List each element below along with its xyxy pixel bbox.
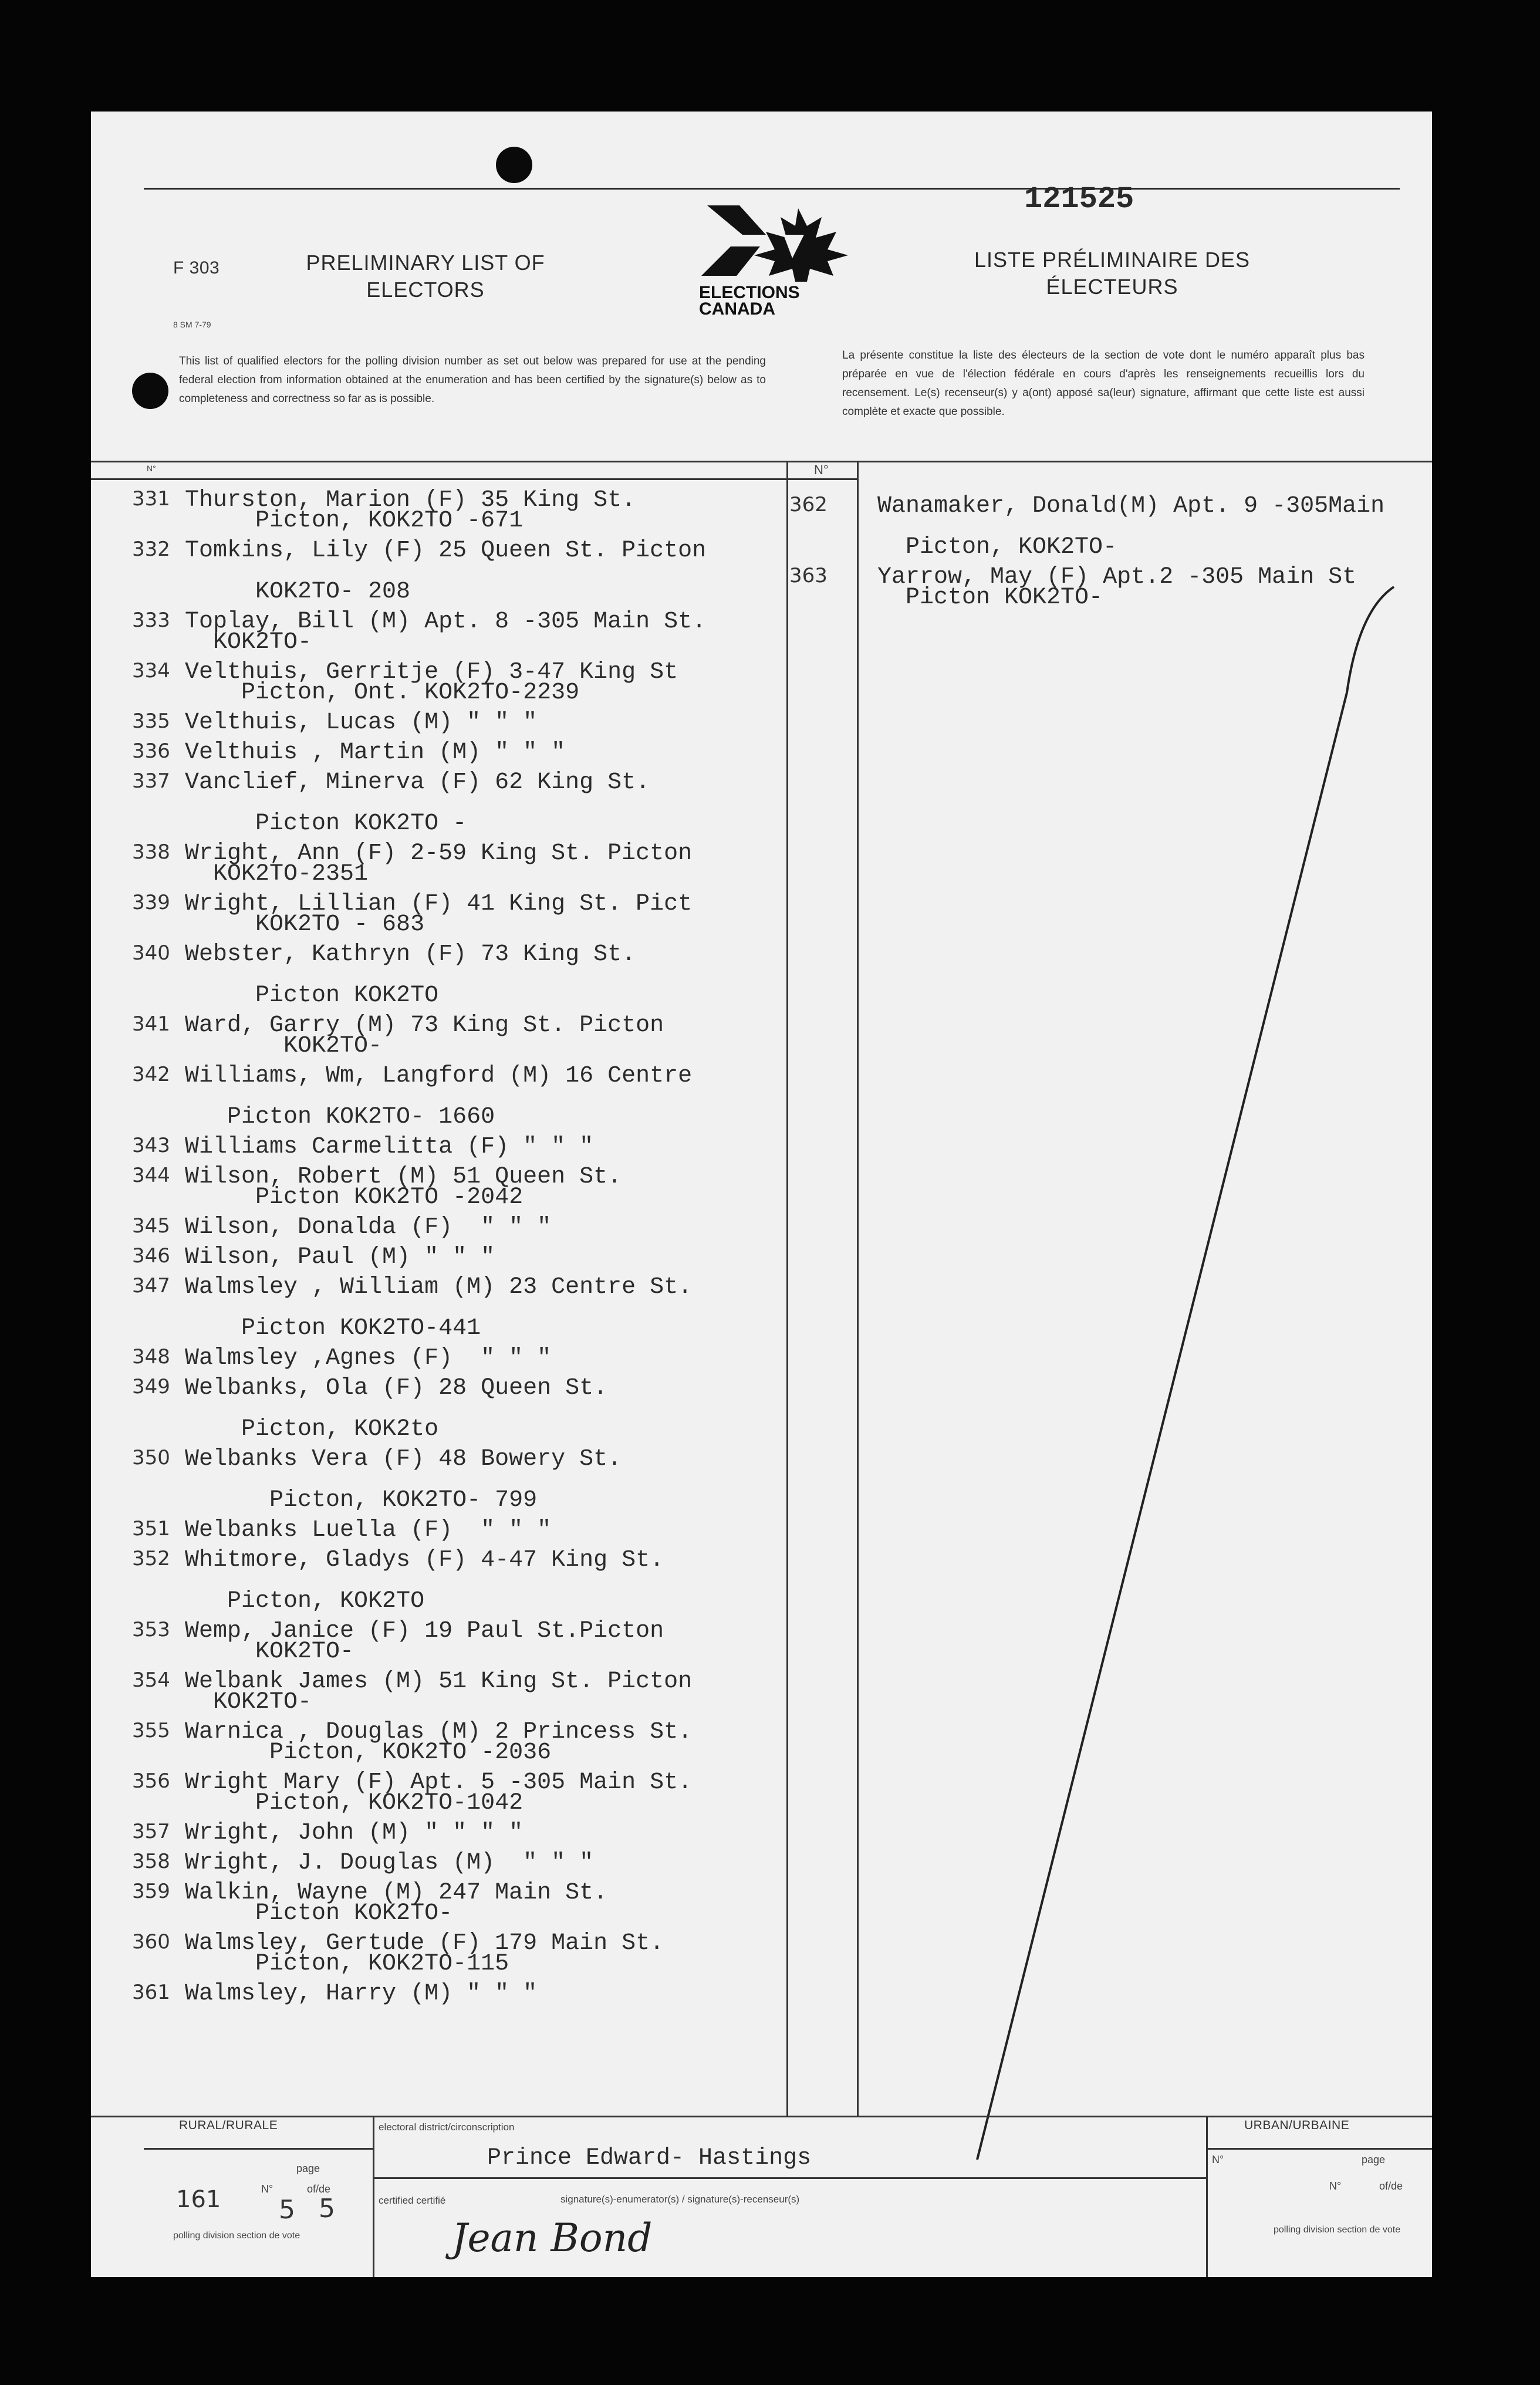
entry-name-line: Wilson, Donalda (F) " " " — [185, 1214, 552, 1241]
entry-address-line: Picton, KOK2to — [185, 1416, 439, 1443]
entry-number: 348 — [132, 1345, 170, 1369]
entry-number: 349 — [132, 1375, 170, 1398]
elections-canada-logo — [695, 200, 860, 317]
entry-number: 352 — [132, 1547, 170, 1570]
urban-page-label: page — [1362, 2154, 1386, 2166]
logo-text-1: ELECTIONS — [699, 283, 800, 302]
entry-name-line: Walmsley, Harry (M) " " " — [185, 1981, 538, 2007]
district-value: Prince Edward- Hastings — [487, 2145, 812, 2171]
footer-district-rule — [373, 2177, 1206, 2179]
entry-number: 343 — [132, 1134, 170, 1157]
entry-number: 331 — [132, 487, 170, 511]
entry-number: 350 — [132, 1446, 170, 1469]
entry-number: 332 — [132, 538, 170, 561]
cancellation-line — [854, 575, 1429, 2160]
entry-number: 342 — [132, 1063, 170, 1086]
entry-address-line: Picton, KOK2TO- — [877, 534, 1117, 560]
entry-number: 337 — [132, 769, 170, 793]
entry-name-line: Velthuis , Martin (M) " " " — [185, 739, 566, 766]
entry-number: 356 — [132, 1769, 170, 1793]
entry-name-line: Welbanks Luella (F) " " " — [185, 1517, 552, 1543]
title-en: PRELIMINARY LIST OF ELECTORS — [306, 251, 545, 302]
page-number: 5 — [279, 2195, 295, 2225]
entry-name-line: Welbanks, Ola (F) 28 Queen St. — [185, 1375, 608, 1401]
entry-name-line: Walmsley, Gertude (F) 179 Main St. — [185, 1930, 664, 1957]
electors-list-form — [91, 112, 1432, 2277]
entry-name-line: Wright Mary (F) Apt. 5 -305 Main St. — [185, 1769, 693, 1796]
punch-hole-top — [496, 147, 532, 183]
punch-hole-left — [132, 373, 168, 409]
page-of: 5 — [319, 2194, 335, 2224]
entry-name-line: Wilson, Robert (M) 51 Queen St. — [185, 1164, 622, 1190]
table-header-rule — [91, 478, 857, 480]
entry-number: 336 — [132, 739, 170, 763]
rural-label: RURAL/RURALE — [179, 2119, 278, 2132]
maple-leaf-x-icon — [695, 200, 860, 282]
entry-address-line: Picton, KOK2TO- 799 — [185, 1487, 538, 1514]
entry-name-line: Walmsley ,Agnes (F) " " " — [185, 1345, 552, 1371]
entry-name-line: Ward, Garry (M) 73 King St. Picton — [185, 1012, 664, 1039]
col-header-no-left: N° — [147, 464, 156, 473]
entry-name-line: Webster, Kathryn (F) 73 King St. — [185, 941, 636, 968]
entry-name-line: Wright, Lillian (F) 41 King St. Pict — [185, 891, 693, 917]
entry-number: 344 — [132, 1164, 170, 1187]
certified-label: certified certifié — [379, 2195, 446, 2206]
urban-of-label: of/de — [1379, 2180, 1403, 2192]
print-code: 8 SM 7-79 — [173, 320, 211, 329]
entry-address-line: KOK2TO- — [185, 1689, 312, 1715]
entry-name-line: Wright, John (M) " " " " — [185, 1820, 524, 1846]
entry-name-line: Welbanks Vera (F) 48 Bowery St. — [185, 1446, 622, 1472]
entry-name-line: Welbank James (M) 51 King St. Picton — [185, 1668, 693, 1695]
entry-address-line: KOK2TO- — [185, 1033, 383, 1059]
entry-name-line: Williams, Wm, Langford (M) 16 Centre — [185, 1063, 693, 1089]
entry-number: 345 — [132, 1214, 170, 1238]
entry-number: 353 — [132, 1618, 170, 1641]
footer-top-rule — [91, 2116, 1432, 2117]
form-code: F 303 — [173, 258, 220, 278]
title-fr: LISTE PRÉLIMINAIRE DES ÉLECTEURS — [974, 248, 1251, 299]
entry-name-line: Walkin, Wayne (M) 247 Main St. — [185, 1880, 608, 1906]
footer-rural-rule — [144, 2148, 373, 2150]
entry-address-line: Picton, Ont. KOK2TO-2239 — [185, 680, 580, 706]
entry-address-line: KOK2TO- — [185, 629, 312, 656]
col-header-no-right: N° — [814, 462, 829, 477]
footer-divider-2 — [1206, 2116, 1208, 2277]
entry-number: 355 — [132, 1719, 170, 1742]
entry-name-line: Wright, J. Douglas (M) " " " — [185, 1850, 594, 1876]
top-rule — [144, 188, 1400, 190]
entry-address-line: Picton, KOK2TO -671 — [185, 508, 524, 534]
entry-name-line: Velthuis, Lucas (M) " " " — [185, 710, 538, 736]
entry-number: 339 — [132, 891, 170, 914]
entry-name-line: Wright, Ann (F) 2-59 King St. Picton — [185, 840, 693, 867]
polling-number: 161 — [176, 2186, 221, 2213]
entry-address-line: Picton KOK2TO -2042 — [185, 1184, 524, 1211]
logo-text-2: CANADA — [699, 299, 775, 319]
urban-no2-label: N° — [1329, 2180, 1342, 2192]
enumerator-signature: Jean Bond — [452, 2215, 653, 2261]
entry-address-line: Picton KOK2TO- — [185, 1900, 453, 1927]
entry-address-line: KOK2TO- 208 — [185, 579, 411, 605]
entry-number: 346 — [132, 1244, 170, 1268]
entry-number: 334 — [132, 659, 170, 683]
district-label: electoral district/circonscription — [379, 2121, 515, 2133]
entry-address-line: Picton KOK2TO- 1660 — [185, 1104, 495, 1130]
entry-name-line: Wilson, Paul (M) " " " — [185, 1244, 495, 1271]
column-divider-1 — [786, 461, 788, 2116]
page-label: page — [296, 2163, 320, 2174]
entry-name-line: Toplay, Bill (M) Apt. 8 -305 Main St. — [185, 609, 707, 635]
entry-address-line: Picton KOK2TO - — [185, 810, 467, 837]
entry-number: 359 — [132, 1880, 170, 1903]
serial-number: 121525 — [1024, 182, 1134, 217]
entry-address-line: KOK2TO- — [185, 1639, 354, 1665]
intro-en: This list of qualified electors for the polling division number as set out below was prepared for use at the pending federal election from information obtained at the enumeration and has been certified by the signature(s) below as to completeness and correctness so far as is possible. — [179, 355, 766, 405]
entry-address-line: Picton KOK2TO — [185, 982, 439, 1009]
signature-label: signature(s)-enumerator(s) / signature(s)-recenseur(s) — [560, 2194, 800, 2205]
entry-address-line: Picton, KOK2TO — [185, 1588, 425, 1614]
entry-name-line: Warnica , Douglas (M) 2 Princess St. — [185, 1719, 693, 1745]
urban-no-label: N° — [1212, 2154, 1224, 2166]
entry-number: 354 — [132, 1668, 170, 1692]
entry-address-line: Picton, KOK2TO-115 — [185, 1951, 509, 1977]
entry-number: 363 — [789, 564, 828, 587]
table-top-rule — [91, 461, 1432, 462]
entry-number: 341 — [132, 1012, 170, 1036]
entry-name-line: Wanamaker, Donald(M) Apt. 9 -305Main — [877, 493, 1385, 519]
entry-address-line: KOK2TO - 683 — [185, 911, 425, 938]
entry-address-line: Picton, KOK2TO -2036 — [185, 1739, 552, 1766]
entry-number: 338 — [132, 840, 170, 864]
footer-urban-rule — [1206, 2148, 1432, 2150]
intro-fr: La présente constitue la liste des électeurs de la section de vote dont le numéro apparaît plus bas préparée en vue de l'élection fédérale en cours d'après les renseignements recueillis lors du recensement. Le(s) recenseur(s) y a(ont) apposé sa(leur) signature, affirmant que cette liste est aussi complète et exacte que possible. — [842, 349, 1365, 418]
entry-number: 351 — [132, 1517, 170, 1541]
entry-name-line: Yarrow, May (F) Apt.2 -305 Main St — [877, 564, 1357, 590]
entry-name-line: Williams Carmelitta (F) " " " — [185, 1134, 594, 1160]
no-label: N° — [261, 2183, 273, 2195]
footer-divider-1 — [373, 2116, 374, 2277]
entry-address-line: Picton, KOK2TO-1042 — [185, 1790, 524, 1816]
entry-number: 347 — [132, 1274, 170, 1298]
entry-number: 333 — [132, 609, 170, 632]
urban-polling-label: polling division section de vote — [1274, 2225, 1401, 2235]
entry-address-line: Picton KOK2TO-441 — [185, 1315, 481, 1342]
entry-number: 340 — [132, 941, 170, 965]
entry-name-line: Whitmore, Gladys (F) 4-47 King St. — [185, 1547, 664, 1573]
entry-address-line: KOK2TO-2351 — [185, 861, 369, 887]
entry-number: 335 — [132, 710, 170, 733]
entry-name-line: Wemp, Janice (F) 19 Paul St.Picton — [185, 1618, 664, 1644]
polling-division-label: polling division section de vote — [173, 2231, 300, 2241]
entry-number: 361 — [132, 1981, 170, 2004]
entry-number: 358 — [132, 1850, 170, 1873]
entry-name-line: Tomkins, Lily (F) 25 Queen St. Picton — [185, 538, 707, 564]
entry-number: 360 — [132, 1930, 170, 1954]
of-label: of/de — [307, 2183, 331, 2195]
entry-name-line: Velthuis, Gerritje (F) 3-47 King St — [185, 659, 678, 685]
entry-number: 362 — [789, 493, 828, 516]
urban-label: URBAN/URBAINE — [1244, 2119, 1350, 2132]
entry-address-line: Picton KOK2TO- — [877, 585, 1103, 611]
entry-number: 357 — [132, 1820, 170, 1843]
entry-name-line: Thurston, Marion (F) 35 King St. — [185, 487, 636, 514]
entry-name-line: Vanclief, Minerva (F) 62 King St. — [185, 769, 650, 796]
entry-name-line: Walmsley , William (M) 23 Centre St. — [185, 1274, 693, 1300]
